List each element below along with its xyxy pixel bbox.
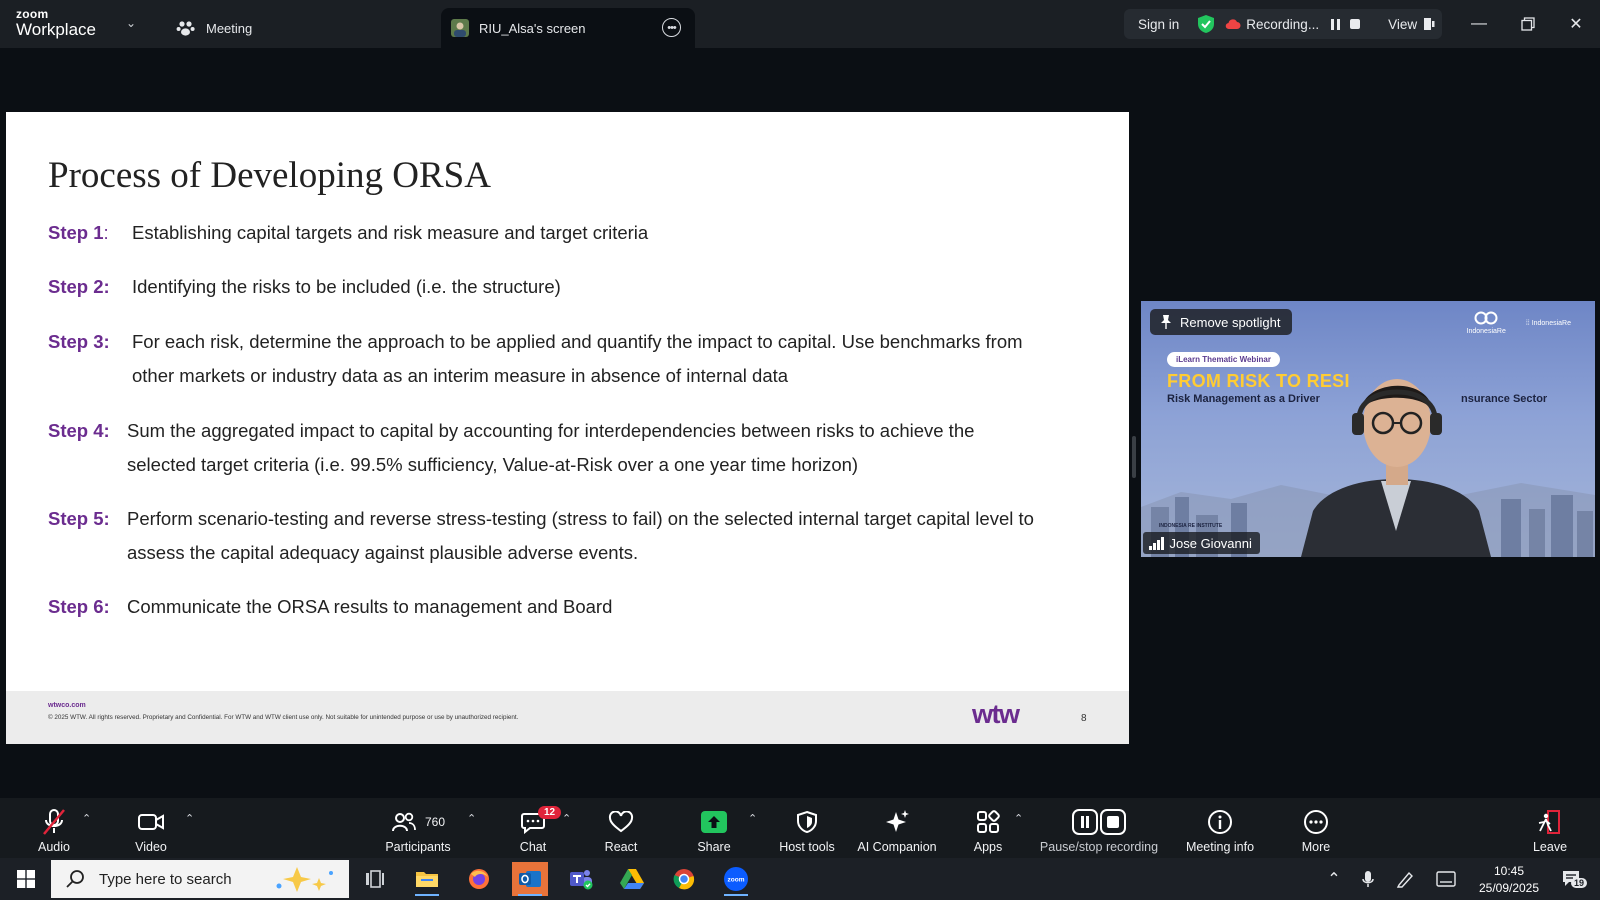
pause-stop-recording-button[interactable] xyxy=(1038,798,1160,858)
sponsor-logos xyxy=(1467,311,1571,335)
step-label: Step 6: xyxy=(48,596,110,617)
ai-companion-label: AI Companion xyxy=(857,840,937,854)
touch-keyboard-icon[interactable] xyxy=(1434,858,1458,900)
webinar-subtitle-left: Risk Management as a Driver xyxy=(1167,393,1320,405)
zoom-workplace-logo[interactable] xyxy=(16,8,96,38)
recording-label: Recording... xyxy=(1246,16,1320,32)
share-button[interactable] xyxy=(694,798,734,858)
heart-icon xyxy=(608,808,634,836)
step-text: Establishing capital targets and risk measure and target criteria xyxy=(132,222,649,243)
audio-button[interactable] xyxy=(34,798,74,858)
sign-in-link[interactable]: Sign in xyxy=(1138,16,1180,32)
security-shield-icon[interactable] xyxy=(1197,14,1215,34)
logo1-text: IndonesiaRe xyxy=(1466,327,1506,335)
institute-label: INDONESIA RE INSTITUTE xyxy=(1159,523,1223,529)
chat-label: Chat xyxy=(519,840,547,854)
sparkle-search-highlight-icon xyxy=(273,864,337,899)
chrome-icon[interactable] xyxy=(666,862,702,896)
webinar-subtitle-right: nsurance Sector xyxy=(1461,393,1548,405)
participant-name: Jose Giovanni xyxy=(1169,535,1252,551)
audio-options-chevron-icon[interactable]: ⌃ xyxy=(82,813,92,825)
taskbar-search-box[interactable] xyxy=(51,860,349,898)
video-camera-icon xyxy=(137,808,165,836)
video-label: Video xyxy=(135,840,167,854)
notification-center-icon[interactable] xyxy=(1555,858,1589,900)
signal-strength-icon xyxy=(1149,537,1164,550)
clock-time: 10:45 xyxy=(1493,864,1525,878)
logo2-text: IndonesiaRe xyxy=(1531,319,1571,327)
taskbar-clock[interactable] xyxy=(1470,863,1548,897)
step-label: Step 1 xyxy=(48,222,104,243)
step-2 xyxy=(48,270,561,304)
step-label: Step 2: xyxy=(48,276,110,297)
more-label: More xyxy=(1301,840,1331,854)
step-colon: : xyxy=(103,222,109,243)
cloud-recording-icon xyxy=(1225,18,1241,30)
outlook-icon[interactable] xyxy=(512,862,548,896)
zoom-icon[interactable] xyxy=(718,862,754,896)
tab-shared-screen[interactable] xyxy=(441,8,695,48)
task-view-icon[interactable] xyxy=(357,862,393,896)
stop-recording-icon[interactable] xyxy=(1350,19,1360,29)
pen-tray-icon[interactable] xyxy=(1393,858,1417,900)
meeting-info-button[interactable] xyxy=(1182,798,1258,858)
ai-companion-button[interactable] xyxy=(854,798,940,858)
participants-icon-wrap xyxy=(391,808,445,836)
participants-options-chevron-icon[interactable]: ⌃ xyxy=(467,813,477,825)
audio-label: Audio xyxy=(38,840,70,854)
apps-label: Apps xyxy=(973,840,1003,854)
info-icon xyxy=(1207,808,1233,836)
step-4 xyxy=(48,414,974,482)
step-5 xyxy=(48,502,1034,570)
leave-label: Leave xyxy=(1532,840,1568,854)
webinar-badge: iLearn Thematic Webinar xyxy=(1167,352,1280,367)
step-text: For each risk, determine the approach to be applied and quantify the impact to capital. Use benchmarks from other markets or industry data as an interim measure in absence of internal data xyxy=(132,331,1023,386)
notification-count: 19 xyxy=(1571,878,1587,888)
apps-options-chevron-icon[interactable]: ⌃ xyxy=(1014,813,1024,825)
tab-meeting-label: Meeting xyxy=(206,20,253,36)
step-text: Communicate the ORSA results to management and Board xyxy=(127,596,613,617)
react-button[interactable] xyxy=(601,798,641,858)
show-hidden-icons-chevron-icon[interactable]: ⌃ xyxy=(1327,871,1341,888)
step-label: Step 3: xyxy=(48,331,110,352)
step-text: Sum the aggregated impact to capital by accounting for interdependencies between risks to achieve the selected target criteria (i.e. 99.5% sufficiency, Value-at-Risk over a one year time horizon) xyxy=(127,420,975,475)
participant-person-icon xyxy=(1301,361,1491,557)
share-screen-icon xyxy=(701,808,727,836)
slide-title: Process of Developing ORSA xyxy=(48,155,491,196)
step-label: Step 5: xyxy=(48,508,110,529)
brand-top: zoom xyxy=(16,7,49,21)
video-button[interactable] xyxy=(131,798,171,858)
pin-icon xyxy=(1160,314,1172,330)
footer-copyright: © 2025 WTW. All rights reserved. Proprietary and Confidential. For WTW and WTW client use only. Not suitable for unintended purpose or use by unauthorized recipient. xyxy=(48,714,519,721)
react-label: React xyxy=(604,840,638,854)
shared-screen-slide xyxy=(6,112,1129,744)
minimize-icon[interactable]: — xyxy=(1471,15,1487,32)
clock-date: 25/09/2025 xyxy=(1478,881,1540,895)
step-6 xyxy=(48,590,612,624)
webinar-headline: FROM RISK TO RESI xyxy=(1167,371,1350,391)
participants-label: Participants xyxy=(385,840,451,854)
video-options-chevron-icon[interactable]: ⌃ xyxy=(185,813,195,825)
chat-options-chevron-icon[interactable]: ⌃ xyxy=(562,813,572,825)
participants-icon xyxy=(391,811,417,833)
brand-bottom: Workplace xyxy=(16,20,96,39)
microphone-muted-icon xyxy=(41,808,67,836)
restore-icon[interactable] xyxy=(1516,12,1540,36)
paw-icon xyxy=(176,19,196,37)
view-menu[interactable]: View xyxy=(1388,16,1418,32)
apps-grid-icon xyxy=(975,808,1001,836)
panel-resize-handle[interactable] xyxy=(1132,436,1136,478)
tab-meeting[interactable] xyxy=(176,8,252,48)
search-icon xyxy=(65,869,85,889)
leave-button[interactable] xyxy=(1530,798,1570,858)
indonesiare-logo-2: ⁞⁞ IndonesiaRe xyxy=(1525,319,1571,327)
windows-start-icon[interactable] xyxy=(8,862,44,896)
wtw-logo: wtw xyxy=(972,699,1019,729)
more-options-icon[interactable]: ••• xyxy=(662,18,681,37)
firefox-icon[interactable] xyxy=(461,862,497,896)
participant-name-bar xyxy=(1143,532,1260,554)
close-icon[interactable]: ✕ xyxy=(1569,16,1583,33)
chevron-down-icon[interactable]: ⌄ xyxy=(126,16,137,30)
page-number: 8 xyxy=(1081,713,1087,724)
share-label: Share xyxy=(697,840,731,854)
step-label: Step 4: xyxy=(48,420,110,441)
indonesiare-logo xyxy=(1467,311,1506,335)
meeting-toolbar xyxy=(0,798,1600,858)
title-bar xyxy=(0,0,1600,48)
step-text: Perform scenario-testing and reverse stress-testing (stress to fail) on the selected internal target capital level to assess the capital adequacy against plausible adverse events. xyxy=(127,508,1034,563)
leave-door-icon xyxy=(1538,808,1562,836)
meeting-info-label: Meeting info xyxy=(1185,840,1255,854)
shield-icon xyxy=(796,808,818,836)
google-drive-icon[interactable] xyxy=(614,862,650,896)
pause-stop-label: Pause/stop recording xyxy=(1039,840,1159,854)
view-layout-icon[interactable] xyxy=(1423,17,1435,31)
avatar xyxy=(451,19,469,37)
remove-spotlight-label: Remove spotlight xyxy=(1180,314,1281,330)
recording-status-bar xyxy=(1124,9,1442,39)
more-button[interactable] xyxy=(1296,798,1336,858)
step-3 xyxy=(48,325,1023,393)
more-dots-icon xyxy=(1303,808,1329,836)
search-placeholder: Type here to search xyxy=(99,870,232,888)
microphone-tray-icon[interactable] xyxy=(1356,858,1380,900)
participants-button[interactable] xyxy=(383,798,453,858)
spotlight-video-tile[interactable] xyxy=(1141,301,1595,557)
host-tools-label: Host tools xyxy=(779,840,835,854)
teams-icon[interactable] xyxy=(563,862,599,896)
slide-footer xyxy=(6,691,1129,744)
participants-count: 760 xyxy=(424,815,446,829)
windows-taskbar xyxy=(0,858,1600,900)
sparkle-icon xyxy=(884,808,910,836)
host-tools-button[interactable] xyxy=(775,798,839,858)
pause-recording-icon[interactable] xyxy=(1331,19,1340,30)
share-options-chevron-icon[interactable]: ⌃ xyxy=(748,813,758,825)
remove-spotlight-button[interactable] xyxy=(1150,309,1292,335)
step-1 xyxy=(48,216,648,250)
step-text: Identifying the risks to be included (i.e. the structure) xyxy=(132,276,561,297)
apps-button[interactable] xyxy=(968,798,1008,858)
svg-text:zoom: zoom xyxy=(727,876,745,884)
pause-stop-icon xyxy=(1071,808,1127,836)
file-explorer-icon[interactable] xyxy=(409,862,445,896)
tab-screen-label: RIU_Alsa's screen xyxy=(479,20,586,36)
footer-site: wtwco.com xyxy=(48,702,86,709)
chat-unread-badge: 12 xyxy=(538,806,561,819)
